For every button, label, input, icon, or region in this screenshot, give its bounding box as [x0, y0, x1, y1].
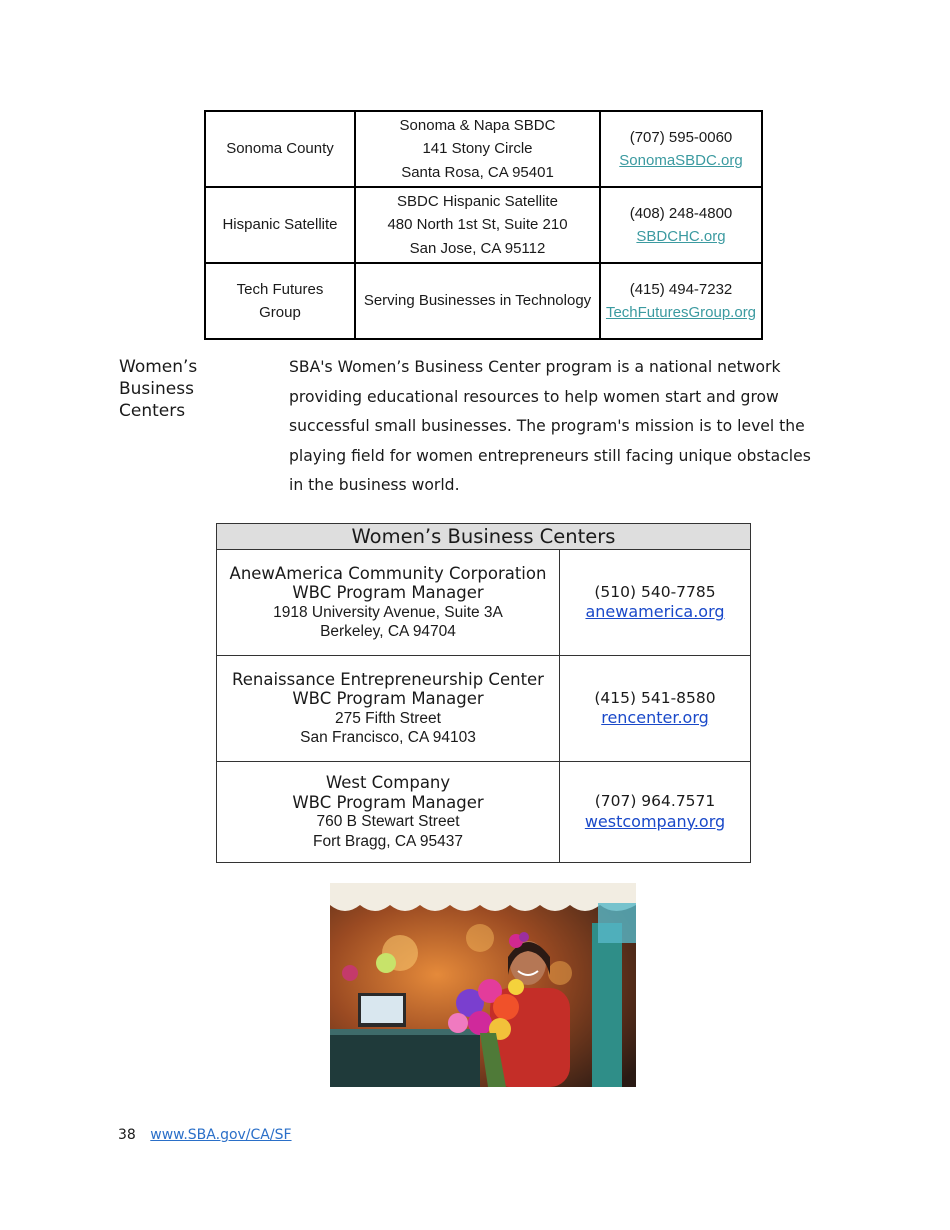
table-row	[205, 111, 762, 187]
website-link[interactable]: SBDCHC.org	[636, 228, 726, 245]
street-address: 1918 University Avenue, Suite 3A	[273, 603, 503, 621]
phone-number: (707) 964.7571	[594, 792, 716, 810]
center-street: 141 Stony Circle	[422, 140, 533, 158]
street-address: 275 Fifth Street	[335, 709, 441, 727]
city-address: Berkeley, CA 94704	[320, 623, 456, 640]
footer-website-link[interactable]: www.SBA.gov/CA/SF	[150, 1127, 292, 1143]
phone-number: (408) 248-4800	[629, 204, 733, 222]
contact-cell	[560, 656, 751, 762]
center-name: Sonoma & Napa SBDC	[399, 116, 556, 134]
org-cell	[217, 762, 560, 863]
center-city: Santa Rosa, CA 95401	[401, 163, 554, 181]
table-row	[217, 550, 751, 656]
center-city: San Jose, CA 95112	[409, 239, 546, 257]
contact-cell	[600, 187, 762, 263]
street-address: 760 B Stewart Street	[316, 813, 460, 830]
org-name: West Company	[325, 773, 451, 792]
table-row	[205, 263, 762, 339]
table-row	[205, 187, 762, 263]
table-title: Women’s Business Centers	[217, 524, 751, 550]
role-title: WBC Program Manager	[292, 689, 484, 708]
role-title: WBC Program Manager	[292, 583, 484, 602]
contact-cell	[600, 111, 762, 187]
center-name: SBDC Hispanic Satellite	[397, 192, 558, 210]
center-street: 480 North 1st St, Suite 210	[387, 216, 568, 234]
city-address: Fort Bragg, CA 95437	[313, 832, 463, 850]
center-cell	[355, 187, 600, 263]
region-cell	[205, 263, 355, 339]
website-link[interactable]: SonomaSBDC.org	[619, 152, 743, 169]
center-description: Serving Businesses in Technology	[363, 292, 592, 310]
contact-cell	[560, 550, 751, 656]
website-link[interactable]: anewamerica.org	[585, 602, 725, 621]
region-line: Tech Futures	[236, 280, 324, 298]
heading-line: Centers	[119, 401, 186, 421]
table-header-row	[217, 524, 751, 550]
website-link[interactable]: westcompany.org	[584, 811, 726, 831]
wbc-table	[216, 523, 751, 863]
city-address: San Francisco, CA 94103	[300, 729, 476, 746]
phone-number: (415) 494-7232	[629, 280, 733, 298]
website-link[interactable]: TechFuturesGroup.org	[605, 304, 757, 321]
phone-number: (510) 540-7785	[594, 582, 716, 601]
org-cell	[217, 656, 560, 762]
role-title: WBC Program Manager	[292, 792, 484, 812]
org-name: AnewAmerica Community Corporation	[229, 563, 547, 583]
table-row	[217, 656, 751, 762]
sbdc-contact-table	[204, 110, 763, 340]
table-row	[217, 762, 751, 863]
page-number: 38	[118, 1127, 136, 1143]
page-footer	[118, 1127, 292, 1143]
heading-line: Business	[119, 379, 194, 399]
section-body-text: SBA's Women’s Business Center program is a national network providing educational resources to help women start and grow successful small businesses. The program's mission is to level the playing field for women entrepreneurs still facing unique obstacles in the business world.	[289, 358, 811, 494]
contact-cell	[600, 263, 762, 339]
heading-line: Women’s	[119, 357, 198, 377]
region-cell: Sonoma County	[205, 111, 355, 187]
section-heading	[119, 356, 197, 422]
center-cell	[355, 263, 600, 339]
org-cell	[217, 550, 560, 656]
photo-woman-with-flowers	[330, 883, 636, 1087]
region-line: Group	[259, 304, 301, 321]
center-cell	[355, 111, 600, 187]
phone-number: (707) 595-0060	[629, 128, 733, 146]
org-name: Renaissance Entrepreneurship Center	[232, 669, 544, 689]
phone-number: (415) 541-8580	[594, 688, 716, 707]
region-cell: Hispanic Satellite	[205, 187, 355, 263]
website-link[interactable]: rencenter.org	[601, 708, 709, 727]
contact-cell	[560, 762, 751, 863]
